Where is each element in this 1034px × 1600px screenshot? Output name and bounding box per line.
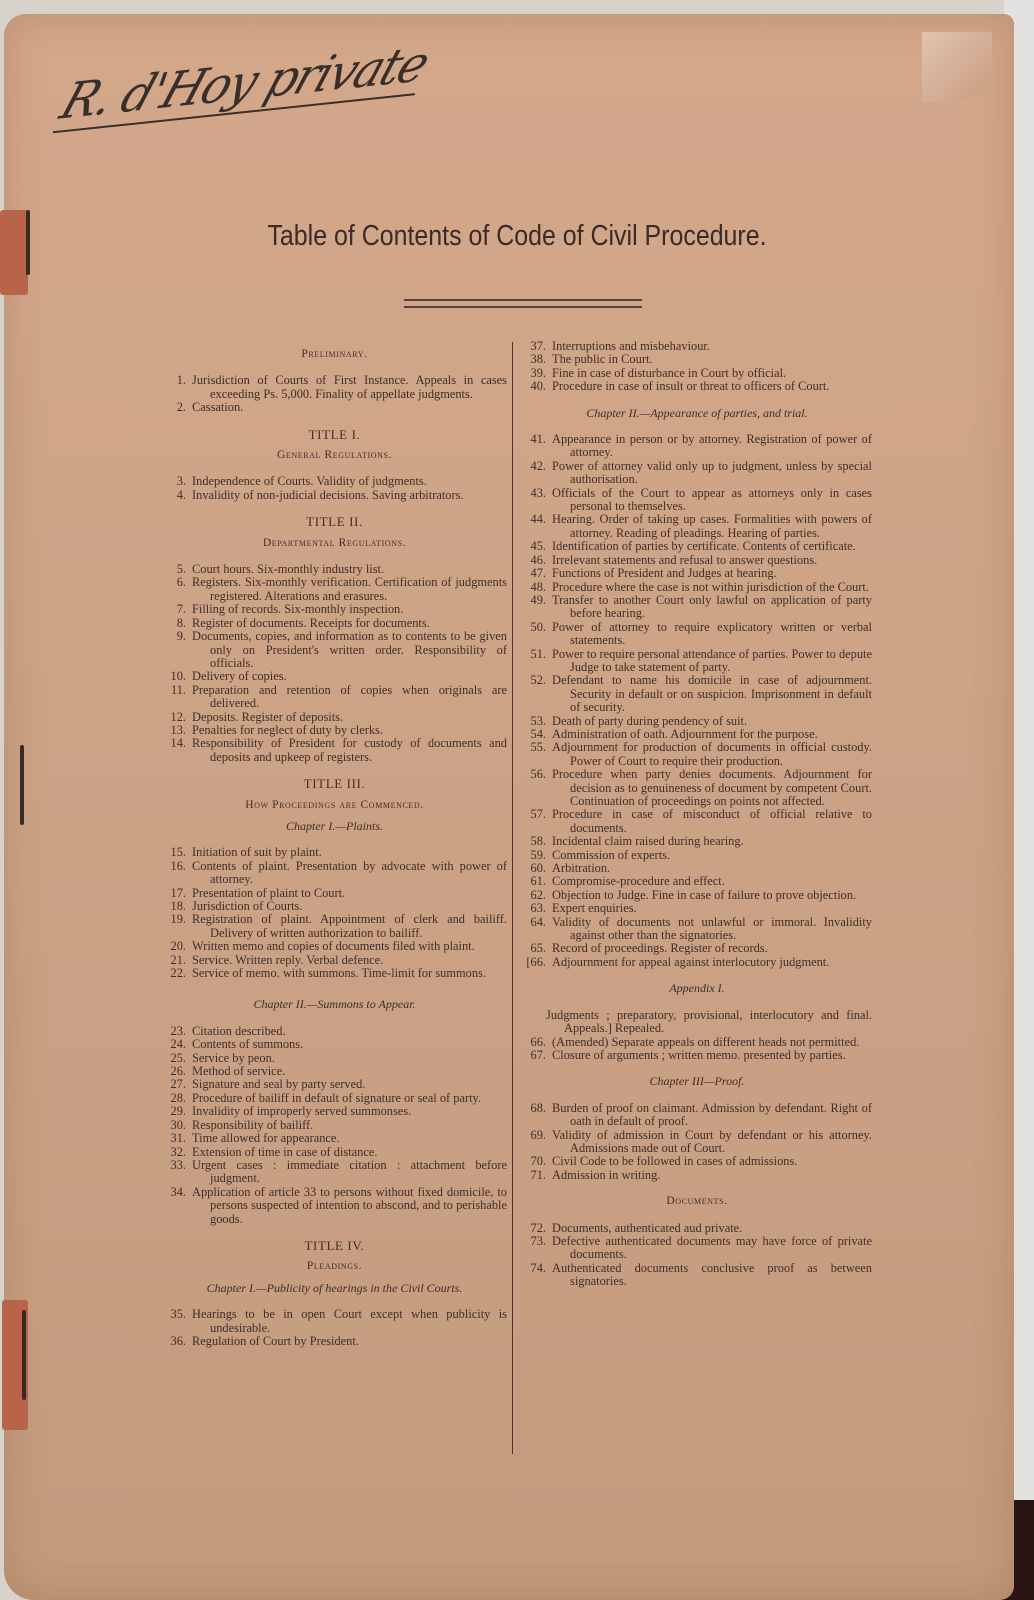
entry-text: Power of attorney to require explicatory written or verbal statements. xyxy=(552,619,872,648)
toc-entry xyxy=(162,940,507,953)
toc-entry xyxy=(522,835,872,848)
entry-text: Deposits. Register of deposits. xyxy=(192,709,344,724)
toc-entry xyxy=(522,1036,872,1049)
entry-number: 13. xyxy=(170,722,186,737)
entry-number: 1. xyxy=(176,373,186,388)
entry-number: [66. xyxy=(526,954,546,969)
toc-entry xyxy=(162,1335,507,1348)
toc-entry xyxy=(522,902,872,915)
toc-entry xyxy=(522,942,872,955)
entry-text: Hearings to be in open Court except when publicity is undesirable. xyxy=(192,1307,507,1335)
toc-entry xyxy=(162,846,507,859)
title-double-rule xyxy=(404,299,642,308)
entry-text: Defective authenticated documents may have force of private documents. xyxy=(552,1233,872,1262)
entry-text: Hearing. Order of taking up cases. Formalities with powers of attorney. Reading of pleadings. Hearing of parties. xyxy=(552,512,872,540)
left-column xyxy=(162,340,507,1348)
entry-list xyxy=(162,1308,507,1348)
entry-text: Contents of plaint. Presentation by advocate with power of attorney. xyxy=(192,858,507,887)
entry-list xyxy=(162,846,507,980)
toc-entry xyxy=(522,433,872,460)
entry-number: 42. xyxy=(530,458,546,473)
entry-number: 50. xyxy=(530,619,546,634)
entry-text: Service of memo. with summons. Time-limit for summons. xyxy=(192,966,486,981)
staple-icon xyxy=(22,1310,26,1400)
entry-number: 46. xyxy=(530,552,546,567)
toc-entry xyxy=(162,1146,507,1159)
entry-number: 62. xyxy=(530,887,546,902)
title-heading: TITLE III. xyxy=(303,776,366,792)
entry-text: Registration of plaint. Appointment of clerk and bailiff. Delivery of written authorization to bailiff. xyxy=(192,912,507,940)
entry-number: 7. xyxy=(176,602,186,617)
toc-entry xyxy=(162,1025,507,1038)
entry-list xyxy=(162,475,507,502)
staple-icon xyxy=(20,745,24,825)
toc-entry xyxy=(162,724,507,737)
entry-text: Delivery of copies. xyxy=(192,669,287,684)
entry-number: 64. xyxy=(530,914,546,929)
entry-text: Closure of arguments ; written memo. presented by parties. xyxy=(552,1047,846,1062)
entry-text: Signature and seal by party served. xyxy=(192,1077,366,1092)
toc-entry xyxy=(522,513,872,540)
entry-text: Independence of Courts. Validity of judgments. xyxy=(192,474,427,489)
entry-number: 68. xyxy=(530,1100,546,1115)
entry-text: Registers. Six-monthly verification. Certification of judgments registered. Alterations and erasures. xyxy=(192,575,507,603)
entry-text: Burden of proof on claimant. Admission by defendant. Right of oath in default of proof. xyxy=(552,1100,872,1129)
entry-text: Power to require personal attendance of parties. Power to depute Judge to take statement of party. xyxy=(552,646,872,674)
toc-entry xyxy=(522,460,872,487)
entry-number: 24. xyxy=(170,1037,186,1052)
entry-text: Invalidity of improperly served summonses. xyxy=(192,1104,412,1119)
entry-text: Court hours. Six-monthly industry list. xyxy=(192,562,385,577)
entry-number: 38. xyxy=(530,352,546,367)
entry-number: 30. xyxy=(170,1117,186,1132)
entry-text: Application of article 33 to persons without fixed domicile, to persons suspected of intention to abscond, and to perishable goods. xyxy=(192,1184,507,1226)
entry-number: 39. xyxy=(530,365,546,380)
handwritten-annotation: R. d'Hoy private xyxy=(60,36,428,132)
entry-text: Authenticated documents conclusive proof as between signatories. xyxy=(552,1260,872,1289)
entry-number: 61. xyxy=(530,874,546,889)
toc-entry xyxy=(522,889,872,902)
entry-number: 49. xyxy=(530,592,546,607)
entry-text: Functions of President and Judges at hearing. xyxy=(552,566,777,581)
folded-corner xyxy=(922,32,992,102)
toc-entry xyxy=(162,887,507,900)
section-heading: How Proceedings are Commenced. xyxy=(245,798,424,811)
toc-entry xyxy=(162,967,507,980)
entry-text: Service by peon. xyxy=(192,1050,275,1065)
toc-entry xyxy=(522,581,872,594)
entry-number: 17. xyxy=(170,885,186,900)
entry-number: 60. xyxy=(530,861,546,876)
entry-list xyxy=(522,1102,872,1182)
chapter-heading: Chapter II.—Appearance of parties, and trial. xyxy=(586,405,808,420)
entry-number: 45. xyxy=(530,539,546,554)
right-column xyxy=(522,340,872,1289)
entry-number: 33. xyxy=(170,1157,186,1172)
entry-number: 65. xyxy=(530,941,546,956)
entry-list xyxy=(522,433,872,969)
toc-entry xyxy=(522,728,872,741)
entry-text: Admission in writing. xyxy=(552,1167,661,1182)
toc-entry xyxy=(162,374,507,401)
toc-entry xyxy=(522,487,872,514)
entry-text: Administration of oath. Adjournment for the purpose. xyxy=(552,726,818,741)
entry-text: Service. Written reply. Verbal defence. xyxy=(192,952,384,967)
toc-entry xyxy=(162,1159,507,1186)
entry-text: Procedure where the case is not within jurisdiction of the Court. xyxy=(552,579,869,594)
toc-entry xyxy=(162,860,507,887)
toc-entry xyxy=(162,489,507,502)
entry-number: 41. xyxy=(530,432,546,447)
entry-number: 44. xyxy=(530,512,546,527)
entry-text: Validity of admission in Court by defendant or his attorney. Admissions made out of Court. xyxy=(552,1127,872,1155)
title-heading: TITLE IV. xyxy=(304,1237,365,1253)
toc-entry xyxy=(522,648,872,675)
entry-number: 5. xyxy=(176,562,186,577)
toc-entry xyxy=(162,1119,507,1132)
toc-entry xyxy=(162,1092,507,1105)
entry-number: 22. xyxy=(170,966,186,981)
entry-number: 21. xyxy=(170,952,186,967)
entry-text: Documents, copies, and information as to contents to be given only on President's written order. Responsibility of officials. xyxy=(192,629,507,670)
entry-text: Penalties for neglect of duty by clerks. xyxy=(192,722,383,737)
entry-number: 72. xyxy=(530,1220,546,1235)
entry-number: 14. xyxy=(170,736,186,751)
toc-entry xyxy=(522,380,872,393)
entry-text: Jurisdiction of Courts. xyxy=(192,899,303,913)
entry-list xyxy=(522,340,872,394)
toc-entry xyxy=(162,954,507,967)
chapter-heading: Chapter I.—Publicity of hearings in the Civil Courts. xyxy=(206,1280,463,1295)
toc-entry xyxy=(522,715,872,728)
entry-number: 55. xyxy=(530,740,546,755)
entry-number: 4. xyxy=(176,487,186,502)
section-heading: Preliminary. xyxy=(301,348,368,360)
toc-entry xyxy=(162,711,507,724)
entry-number: 52. xyxy=(530,673,546,688)
toc-entry xyxy=(162,900,507,913)
entry-number: 11. xyxy=(170,682,186,697)
toc-entry xyxy=(522,540,872,553)
toc-entry xyxy=(522,554,872,567)
entry-number: 51. xyxy=(530,646,546,661)
toc-entry xyxy=(522,1169,872,1182)
entry-number: 28. xyxy=(170,1090,186,1105)
toc-entry xyxy=(522,1155,872,1168)
entry-number: 16. xyxy=(170,858,186,873)
entry-number: 48. xyxy=(530,579,546,594)
entry-number: 56. xyxy=(530,767,546,782)
entry-list xyxy=(162,1025,507,1226)
entry-number: 15. xyxy=(170,845,186,860)
toc-entry xyxy=(522,567,872,580)
entry-text: Procedure when party denies documents. Adjournment for decision as to genuineness of document by competent Court. Continuation of proceedings on points not affected. xyxy=(552,767,872,808)
entry-number: 73. xyxy=(530,1233,546,1248)
chapter-heading: Chapter I.—Plaints. xyxy=(285,818,383,833)
entry-number: 26. xyxy=(170,1064,186,1079)
entry-number: 34. xyxy=(170,1184,186,1199)
entry-number: 69. xyxy=(530,1127,546,1142)
toc-entry xyxy=(522,849,872,862)
entry-number: 63. xyxy=(530,901,546,916)
entry-number: 67. xyxy=(530,1047,546,1062)
entry-text: Method of service. xyxy=(192,1064,286,1079)
entry-text: Appearance in person or by attorney. Registration of power of attorney. xyxy=(552,432,872,460)
entry-number: 23. xyxy=(170,1023,186,1038)
entry-number: 36. xyxy=(170,1333,186,1348)
section-heading: Documents. xyxy=(666,1195,728,1208)
toc-entry xyxy=(522,956,872,969)
toc-entry xyxy=(522,875,872,888)
entry-number: 6. xyxy=(176,575,186,590)
entry-text: Record of proceedings. Register of records. xyxy=(552,941,768,956)
entry-text: Adjournment for appeal against interlocutory judgment. xyxy=(552,954,830,969)
entry-text: Responsibility of bailiff. xyxy=(192,1117,314,1132)
entry-number: 20. xyxy=(170,939,186,954)
entry-number: 59. xyxy=(530,847,546,862)
entry-number: 66. xyxy=(530,1034,546,1049)
chapter-heading: Chapter III—Proof. xyxy=(649,1074,745,1089)
staple-icon xyxy=(26,210,30,275)
toc-entry xyxy=(162,1308,507,1335)
entry-list xyxy=(522,1036,872,1063)
entry-number: 71. xyxy=(530,1167,546,1182)
entry-list xyxy=(162,563,507,764)
toc-entry xyxy=(162,576,507,603)
entry-number: 53. xyxy=(530,713,546,728)
entry-text: Objection to Judge. Fine in case of failure to prove objection. xyxy=(552,887,857,902)
toc-entry xyxy=(162,563,507,576)
toc-entry xyxy=(162,1105,507,1118)
entry-number: 70. xyxy=(530,1154,546,1169)
entry-number: 18. xyxy=(170,899,186,913)
toc-entry xyxy=(522,768,872,808)
entry-number: 3. xyxy=(176,474,186,489)
toc-entry xyxy=(522,594,872,621)
entry-text: Procedure in case of insult or threat to officers of Court. xyxy=(552,379,830,394)
entry-text: Register of documents. Receipts for documents. xyxy=(192,615,430,630)
toc-entry xyxy=(522,340,872,353)
toc-entry xyxy=(162,401,507,414)
binding-tape-top xyxy=(0,210,28,295)
entry-text: The public in Court. xyxy=(552,352,653,367)
entry-text: Civil Code to be followed in cases of admissions. xyxy=(552,1154,798,1169)
title-heading: TITLE I. xyxy=(308,426,361,442)
toc-entry xyxy=(162,630,507,670)
toc-entry xyxy=(522,353,872,366)
toc-entry xyxy=(522,862,872,875)
toc-entry xyxy=(522,367,872,380)
toc-entry xyxy=(162,913,507,940)
entry-number: 12. xyxy=(170,709,186,724)
section-heading: General Regulations. xyxy=(276,449,393,462)
entry-number: 74. xyxy=(530,1260,546,1275)
entry-text: Officials of the Court to appear as attorneys only in cases personal to themselves. xyxy=(552,485,872,514)
toc-entry xyxy=(162,684,507,711)
appendix-heading: Appendix I. xyxy=(669,981,725,996)
toc-entry xyxy=(162,1186,507,1226)
toc-entry xyxy=(162,1132,507,1145)
section-heading: Departmental Regulations. xyxy=(262,536,407,549)
entry-text: Jurisdiction of Courts of First Instance. Appeals in cases exceeding Ps. 5,000. Finality of appellate judgments. xyxy=(192,373,507,401)
entry-number: 31. xyxy=(170,1131,186,1146)
entry-text: Extension of time in case of distance. xyxy=(192,1144,378,1159)
toc-entry xyxy=(522,1222,872,1235)
document-title: Table of Contents of Code of Civil Procedure. xyxy=(267,220,767,252)
entry-text: Documents, authenticated aud private. xyxy=(552,1220,743,1235)
toc-entry xyxy=(522,621,872,648)
entry-text: Time allowed for appearance. xyxy=(192,1131,340,1146)
toc-entry xyxy=(162,1065,507,1078)
toc-entry xyxy=(522,916,872,943)
entry-text: Contents of summons. xyxy=(192,1037,304,1052)
entry-text: Power of attorney valid only up to judgment, unless by special authorisation. xyxy=(552,458,872,487)
entry-text: Commission of experts. xyxy=(552,847,671,862)
entry-number: 32. xyxy=(170,1144,186,1159)
toc-entry xyxy=(162,1052,507,1065)
entry-text: Adjournment for production of documents in official custody. Power of Court to require their production. xyxy=(552,740,872,768)
entry-text: Written memo and copies of documents filed with plaint. xyxy=(192,939,475,954)
toc-entry xyxy=(162,603,507,616)
entry-number: 29. xyxy=(170,1104,186,1119)
entry-text: Incidental claim raised during hearing. xyxy=(552,834,744,849)
section-heading: Pleadings. xyxy=(306,1260,363,1273)
toc-entry xyxy=(522,1129,872,1156)
title-heading: TITLE II. xyxy=(306,514,363,530)
entry-text: Urgent cases : immediate citation : attachment before judgment. xyxy=(192,1157,507,1186)
toc-entry xyxy=(522,674,872,714)
entry-text: Expert enquiries. xyxy=(552,901,637,916)
toc-entry xyxy=(162,617,507,630)
entry-text: Regulation of Court by President. xyxy=(192,1333,359,1348)
entry-text: Procedure of bailiff in default of signature or seal of party. xyxy=(192,1090,482,1105)
entry-text: Validity of documents not unlawful or immoral. Invalidity against other than the signatories. xyxy=(552,914,872,943)
entry-number: 54. xyxy=(530,726,546,741)
entry-list xyxy=(522,1222,872,1289)
entry-text: Identification of parties by certificate. Contents of certificate. xyxy=(552,539,856,554)
toc-entry xyxy=(162,1078,507,1091)
entry-text: Cassation. xyxy=(192,400,244,415)
column-divider xyxy=(512,342,513,1454)
entry-number: 2. xyxy=(176,400,186,415)
entry-text: Initiation of suit by plaint. xyxy=(192,845,322,860)
entry-text: Presentation of plaint to Court. xyxy=(192,885,346,900)
entry-text: Transfer to another Court only lawful on application of party before hearing. xyxy=(552,592,872,621)
toc-entry xyxy=(162,475,507,488)
toc-entry xyxy=(162,670,507,683)
entry-number: 27. xyxy=(170,1077,186,1092)
entry-text: Procedure in case of misconduct of official relative to documents. xyxy=(552,807,872,835)
toc-entry xyxy=(162,737,507,764)
entry-text: Preparation and retention of copies when originals are delivered. xyxy=(192,682,507,711)
entry-text: Invalidity of non-judicial decisions. Saving arbitrators. xyxy=(192,487,464,502)
entry-number: 10. xyxy=(170,669,186,684)
entry-number: 58. xyxy=(530,834,546,849)
entry-text: Citation described. xyxy=(192,1023,286,1038)
entry-number: 43. xyxy=(530,485,546,500)
toc-entry xyxy=(522,1102,872,1129)
entry-text: Responsibility of President for custody of documents and deposits and upkeep of registers. xyxy=(192,736,507,764)
entry-text: Arbitration. xyxy=(552,861,611,876)
entry-text: Fine in case of disturbance in Court by official. xyxy=(552,365,787,380)
entry-number: 35. xyxy=(170,1307,186,1322)
entry-number: 37. xyxy=(530,339,546,353)
entry-text: (Amended) Separate appeals on different heads not permitted. xyxy=(552,1034,860,1049)
appendix-paragraph: Judgments ; preparatory, provisional, interlocutory and final. Appeals.] Repealed. xyxy=(546,1007,872,1036)
entry-number: 9. xyxy=(176,629,186,644)
entry-number: 8. xyxy=(176,615,186,630)
toc-entry xyxy=(522,1049,872,1062)
entry-text: Compromise-procedure and effect. xyxy=(552,874,725,889)
entry-number: 40. xyxy=(530,379,546,394)
toc-entry xyxy=(522,1235,872,1262)
entry-number: 19. xyxy=(170,912,186,927)
toc-entry xyxy=(522,808,872,835)
entry-text: Interruptions and misbehaviour. xyxy=(552,339,710,353)
entry-text: Death of party during pendency of suit. xyxy=(552,713,748,728)
entry-text: Defendant to name his domicile in case of adjournment. Security in default or on suspicion. Imprisonment in default of security. xyxy=(552,673,872,715)
entry-number: 25. xyxy=(170,1050,186,1065)
toc-entry xyxy=(522,1262,872,1289)
toc-entry xyxy=(162,1038,507,1051)
chapter-heading: Chapter II.—Summons to Appear. xyxy=(253,997,416,1012)
entry-text: Irrelevant statements and refusal to answer questions. xyxy=(552,552,818,567)
entry-number: 47. xyxy=(530,566,546,581)
entry-number: 57. xyxy=(530,807,546,822)
entry-text: Filling of records. Six-monthly inspection. xyxy=(192,602,404,617)
toc-entry xyxy=(522,741,872,768)
entry-list xyxy=(162,374,507,414)
